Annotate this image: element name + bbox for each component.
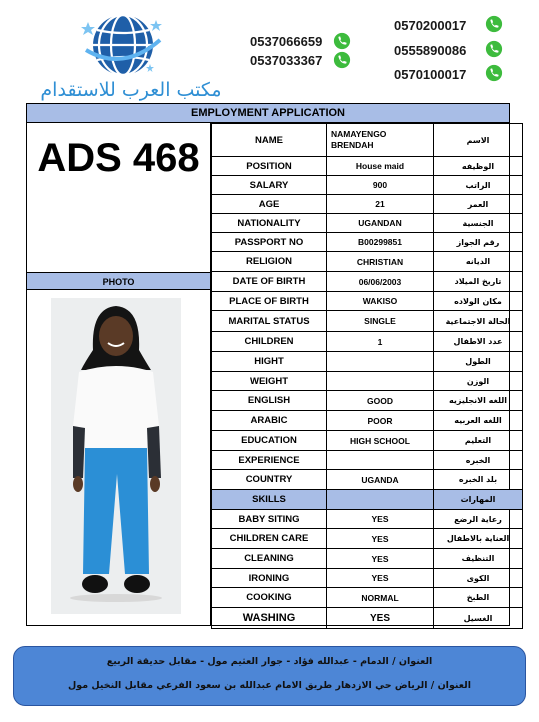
field-label-ar: رعاية الرضع — [434, 510, 523, 529]
field-label-en: WEIGHT — [212, 372, 327, 391]
field-label-ar: الديانه — [434, 252, 523, 272]
field-value: GOOD — [327, 391, 434, 411]
field-label-en: NAME — [212, 124, 327, 157]
table-row — [212, 608, 523, 629]
field-label-ar: تاريخ الميلاد — [434, 272, 523, 292]
field-value: YES — [327, 510, 434, 529]
field-label-en: SKILLS — [212, 490, 327, 510]
table-row — [212, 252, 523, 272]
field-value: UGANDAN — [327, 214, 434, 233]
whatsapp-icon — [485, 40, 503, 58]
table-row — [212, 176, 523, 195]
field-label-en: IRONING — [212, 569, 327, 588]
table-row — [212, 470, 523, 490]
phone-number[interactable]: 0555890086 — [394, 43, 467, 58]
field-label-ar: عدد الاطفال — [434, 332, 523, 352]
field-value: HIGH SCHOOL — [327, 431, 434, 451]
table-row — [212, 588, 523, 608]
field-label-ar: الطول — [434, 352, 523, 372]
field-value: 06/06/2003 — [327, 272, 434, 292]
table-row — [212, 292, 523, 311]
field-value: WAKISO — [327, 292, 434, 311]
table-row — [212, 233, 523, 252]
applicant-details-table — [211, 123, 523, 629]
field-value: YES — [327, 549, 434, 569]
field-label-ar: الراتب — [434, 176, 523, 195]
table-row — [212, 272, 523, 292]
table-row — [212, 391, 523, 411]
field-label-ar: اللغه العربيه — [434, 411, 523, 431]
whatsapp-icon — [333, 32, 351, 50]
field-label-en: ENGLISH — [212, 391, 327, 411]
field-label-ar: التعليم — [434, 431, 523, 451]
field-value — [327, 352, 434, 372]
field-value: House maid — [327, 157, 434, 176]
field-label-en: SALARY — [212, 176, 327, 195]
employment-application-form — [26, 103, 510, 626]
table-row — [212, 510, 523, 529]
field-label-ar: الطبخ — [434, 588, 523, 608]
field-label-en: BABY SITING — [212, 510, 327, 529]
table-row — [212, 352, 523, 372]
field-value: B00299851 — [327, 233, 434, 252]
field-label-ar: الوزن — [434, 372, 523, 391]
field-label-en: NATIONALITY — [212, 214, 327, 233]
skills-header-row — [212, 490, 523, 510]
field-value: UGANDA — [327, 470, 434, 490]
address-dammam: العنوان / الدمام - عبدالله فؤاد - جوار العثيم مول - مقابل حديقة الربيع — [106, 656, 433, 667]
table-row — [212, 195, 523, 214]
field-value: SINGLE — [327, 311, 434, 332]
field-value — [327, 372, 434, 391]
table-row — [212, 124, 523, 157]
field-label-en: MARITAL STATUS — [212, 311, 327, 332]
field-label-ar: الغسيل — [434, 608, 523, 629]
table-row — [212, 157, 523, 176]
applicant-photo — [51, 298, 181, 614]
table-row — [212, 569, 523, 588]
field-label-en: CLEANING — [212, 549, 327, 569]
phone-number[interactable]: 0570200017 — [394, 18, 467, 33]
field-label-en: AGE — [212, 195, 327, 214]
table-row — [212, 431, 523, 451]
field-value: 900 — [327, 176, 434, 195]
table-row — [212, 311, 523, 332]
address-riyadh: العنوان / الرياض حي الازدهار طريق الامام عبدالله بن سعود الفرعي مقابل النخيل مول — [68, 680, 471, 691]
field-label-ar: العمر — [434, 195, 523, 214]
field-label-en: WASHING — [212, 608, 327, 629]
address-footer — [13, 646, 526, 706]
field-label-ar: رقم الجواز — [434, 233, 523, 252]
field-label-en: CHILDREN CARE — [212, 529, 327, 549]
field-label-ar: الكوى — [434, 569, 523, 588]
field-label-en: COOKING — [212, 588, 327, 608]
field-label-en: ARABIC — [212, 411, 327, 431]
field-value: YES — [327, 569, 434, 588]
field-value: NORMAL — [327, 588, 434, 608]
field-label-en: COUNTRY — [212, 470, 327, 490]
field-value: YES — [327, 608, 434, 629]
whatsapp-icon — [485, 64, 503, 82]
field-value — [327, 451, 434, 470]
phone-number[interactable]: 0537066659 — [250, 34, 323, 49]
whatsapp-icon — [485, 15, 503, 33]
table-row — [212, 332, 523, 352]
field-value: 1 — [327, 332, 434, 352]
field-label-ar: اللغه الانجليزيه — [434, 391, 523, 411]
form-title: EMPLOYMENT APPLICATION — [27, 104, 509, 123]
field-label-en: POSITION — [212, 157, 327, 176]
field-value: POOR — [327, 411, 434, 431]
field-label-ar: التنظيف — [434, 549, 523, 569]
field-value: CHRISTIAN — [327, 252, 434, 272]
table-row — [212, 451, 523, 470]
field-value: 21 — [327, 195, 434, 214]
table-row — [212, 549, 523, 569]
field-label-en: EDUCATION — [212, 431, 327, 451]
field-label-en: HIGHT — [212, 352, 327, 372]
field-label-ar: العناية بالاطفال — [434, 529, 523, 549]
table-row — [212, 372, 523, 391]
phone-number[interactable]: 0570100017 — [394, 67, 467, 82]
field-label-ar: الخبره — [434, 451, 523, 470]
table-row — [212, 529, 523, 549]
globe-logo-icon — [80, 10, 166, 80]
field-value — [327, 490, 434, 510]
field-value: YES — [327, 529, 434, 549]
phone-number[interactable]: 0537033367 — [250, 53, 323, 68]
applicant-code: ADS 468 — [37, 136, 200, 180]
field-label-ar: الاسم — [434, 124, 523, 157]
field-value: NAMAYENGO BRENDAH — [327, 124, 434, 157]
table-row — [212, 411, 523, 431]
whatsapp-icon — [333, 51, 351, 69]
field-label-en: PLACE OF BIRTH — [212, 292, 327, 311]
field-label-ar: الوظيفه — [434, 157, 523, 176]
field-label-en: DATE OF BIRTH — [212, 272, 327, 292]
photo-label: PHOTO — [27, 272, 210, 290]
field-label-en: PASSPORT NO — [212, 233, 327, 252]
field-label-en: CHILDREN — [212, 332, 327, 352]
field-label-en: RELIGION — [212, 252, 327, 272]
field-label-ar: بلد الخبره — [434, 470, 523, 490]
field-label-en: EXPERIENCE — [212, 451, 327, 470]
field-label-ar: مكان الولاده — [434, 292, 523, 311]
field-label-ar: الجنسية — [434, 214, 523, 233]
field-label-ar: المهارات — [434, 490, 523, 510]
field-label-ar: الحالة الاجتماعية — [434, 311, 523, 332]
agency-logo-text: مكتب العرب للاستقدام — [40, 79, 222, 101]
table-row — [212, 214, 523, 233]
